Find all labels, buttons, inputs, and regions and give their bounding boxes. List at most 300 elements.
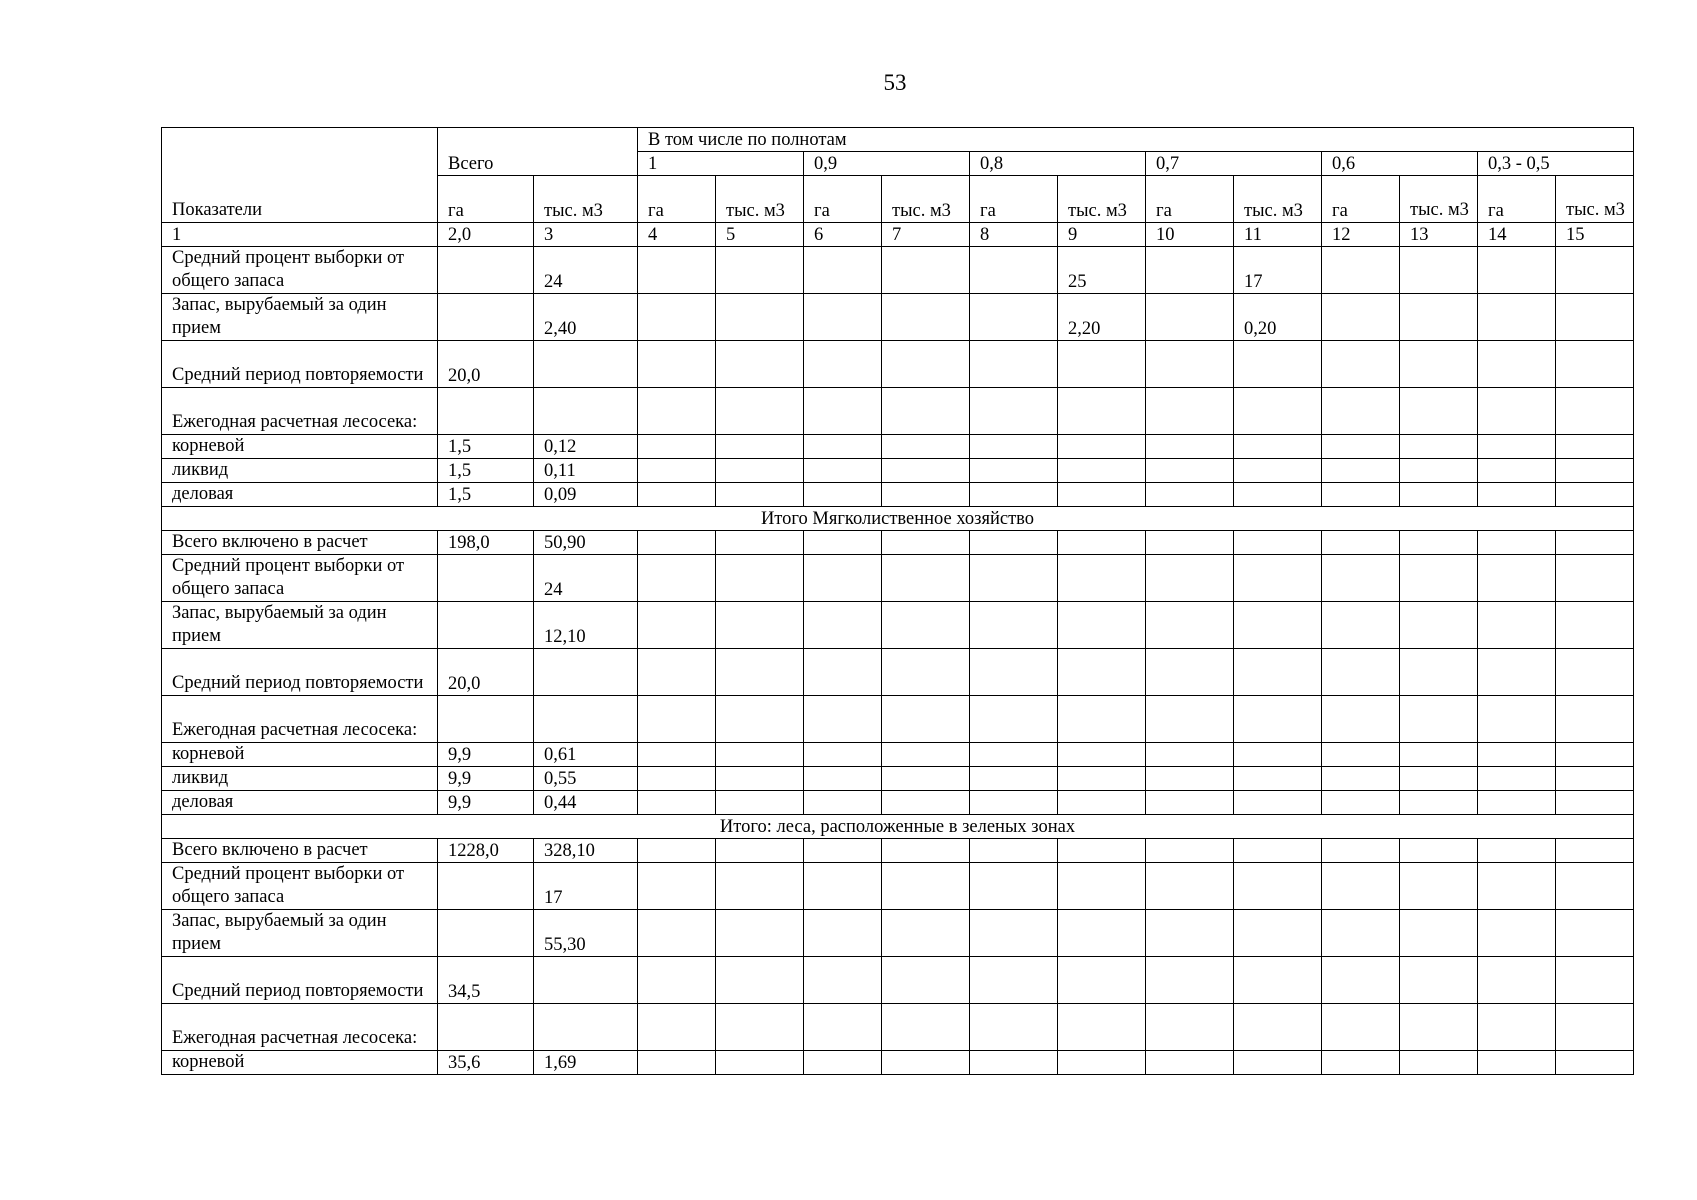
value-cell xyxy=(1146,791,1234,815)
value-cell xyxy=(716,839,804,863)
unit-m3-header: тыс. м3 xyxy=(716,176,804,223)
value-cell xyxy=(638,791,716,815)
value-cell xyxy=(1400,696,1478,743)
unit-m3-header: тыс. м3 xyxy=(1556,176,1634,223)
value-cell xyxy=(716,459,804,483)
value-cell xyxy=(638,555,716,602)
column-number-cell: 10 xyxy=(1146,223,1234,247)
value-cell xyxy=(970,767,1058,791)
value-cell xyxy=(638,1051,716,1075)
table-row xyxy=(162,602,1634,649)
value-cell: 2,40 xyxy=(534,294,638,341)
value-cell xyxy=(1556,341,1634,388)
value-cell xyxy=(534,1004,638,1051)
value-cell xyxy=(1556,531,1634,555)
value-cell xyxy=(882,388,970,435)
value-cell xyxy=(438,602,534,649)
value-cell: 1,69 xyxy=(534,1051,638,1075)
value-cell xyxy=(716,957,804,1004)
value-cell xyxy=(1234,910,1322,957)
value-cell xyxy=(970,247,1058,294)
value-cell xyxy=(804,388,882,435)
column-number-cell: 14 xyxy=(1478,223,1556,247)
value-cell xyxy=(1556,602,1634,649)
column-number-cell: 12 xyxy=(1322,223,1400,247)
value-cell xyxy=(1234,435,1322,459)
indicator-label: Всего включено в расчет xyxy=(162,839,438,863)
value-cell xyxy=(882,910,970,957)
value-cell xyxy=(1234,743,1322,767)
column-number-cell: 1 xyxy=(162,223,438,247)
value-cell xyxy=(882,791,970,815)
value-cell: 198,0 xyxy=(438,531,534,555)
value-cell xyxy=(638,910,716,957)
value-cell xyxy=(1322,767,1400,791)
column-number-cell: 2,0 xyxy=(438,223,534,247)
value-cell xyxy=(804,435,882,459)
value-cell xyxy=(638,435,716,459)
value-cell xyxy=(1400,602,1478,649)
value-cell xyxy=(970,743,1058,767)
value-cell xyxy=(970,483,1058,507)
value-cell xyxy=(1146,910,1234,957)
value-cell xyxy=(1400,1004,1478,1051)
value-cell xyxy=(804,294,882,341)
value-cell xyxy=(716,649,804,696)
value-cell xyxy=(638,602,716,649)
value-cell xyxy=(970,341,1058,388)
value-cell xyxy=(1478,341,1556,388)
value-cell xyxy=(1322,555,1400,602)
indicator-label: Средний процент выборки от общего запаса xyxy=(162,247,438,294)
value-cell xyxy=(1234,555,1322,602)
value-cell xyxy=(1556,649,1634,696)
value-cell xyxy=(1556,1004,1634,1051)
value-cell xyxy=(1478,743,1556,767)
value-cell xyxy=(1478,767,1556,791)
value-cell xyxy=(1234,839,1322,863)
value-cell xyxy=(638,696,716,743)
value-cell xyxy=(716,388,804,435)
value-cell xyxy=(638,767,716,791)
indicator-label: корневой xyxy=(162,743,438,767)
value-cell xyxy=(1322,863,1400,910)
value-cell: 9,9 xyxy=(438,743,534,767)
value-cell xyxy=(1556,743,1634,767)
column-number-cell: 4 xyxy=(638,223,716,247)
value-cell xyxy=(1146,459,1234,483)
value-cell xyxy=(1400,341,1478,388)
value-cell xyxy=(1478,957,1556,1004)
value-cell xyxy=(638,247,716,294)
value-cell xyxy=(1234,483,1322,507)
value-cell xyxy=(1234,602,1322,649)
indicator-label: корневой xyxy=(162,435,438,459)
value-cell: 0,55 xyxy=(534,767,638,791)
section-title: Итого: леса, расположенные в зеленых зонах xyxy=(162,815,1634,839)
table-row xyxy=(162,1004,1634,1051)
value-cell xyxy=(1234,341,1322,388)
column-number-cell: 8 xyxy=(970,223,1058,247)
value-cell xyxy=(638,341,716,388)
value-cell xyxy=(638,1004,716,1051)
value-cell xyxy=(638,531,716,555)
indicator-label: Ежегодная расчетная лесосека: xyxy=(162,1004,438,1051)
value-cell xyxy=(1556,957,1634,1004)
value-cell xyxy=(1556,863,1634,910)
table-row xyxy=(162,791,1634,815)
value-cell xyxy=(1478,839,1556,863)
indicator-label: ликвид xyxy=(162,459,438,483)
value-cell xyxy=(438,294,534,341)
value-cell xyxy=(882,294,970,341)
value-cell: 55,30 xyxy=(534,910,638,957)
value-cell xyxy=(716,483,804,507)
indicator-label: деловая xyxy=(162,483,438,507)
value-cell xyxy=(1146,483,1234,507)
value-cell xyxy=(804,957,882,1004)
value-cell xyxy=(804,767,882,791)
value-cell xyxy=(716,1051,804,1075)
value-cell xyxy=(1234,767,1322,791)
value-cell xyxy=(1478,531,1556,555)
value-cell xyxy=(1146,388,1234,435)
value-cell: 0,20 xyxy=(1234,294,1322,341)
value-cell: 17 xyxy=(1234,247,1322,294)
value-cell xyxy=(438,863,534,910)
value-cell xyxy=(1322,483,1400,507)
table-row xyxy=(162,341,1634,388)
value-cell xyxy=(804,1051,882,1075)
column-number-cell: 11 xyxy=(1234,223,1322,247)
value-cell xyxy=(804,743,882,767)
value-cell xyxy=(1058,341,1146,388)
value-cell: 35,6 xyxy=(438,1051,534,1075)
value-cell xyxy=(1322,341,1400,388)
value-cell xyxy=(1556,483,1634,507)
value-cell xyxy=(1234,1004,1322,1051)
value-cell xyxy=(1478,459,1556,483)
value-cell: 1,5 xyxy=(438,483,534,507)
column-number-cell: 5 xyxy=(716,223,804,247)
value-cell xyxy=(1478,696,1556,743)
value-cell xyxy=(1400,767,1478,791)
value-cell xyxy=(882,839,970,863)
value-cell xyxy=(1146,341,1234,388)
value-cell xyxy=(970,294,1058,341)
value-cell xyxy=(1556,767,1634,791)
value-cell xyxy=(1400,910,1478,957)
value-cell xyxy=(638,294,716,341)
value-cell xyxy=(716,555,804,602)
value-cell xyxy=(716,696,804,743)
value-cell: 0,09 xyxy=(534,483,638,507)
value-cell xyxy=(804,910,882,957)
value-cell xyxy=(882,341,970,388)
value-cell xyxy=(970,531,1058,555)
value-cell xyxy=(1556,910,1634,957)
value-cell xyxy=(882,435,970,459)
indicator-label: корневой xyxy=(162,1051,438,1075)
value-cell xyxy=(716,743,804,767)
indicator-label: Средний период повторяемости xyxy=(162,957,438,1004)
value-cell xyxy=(1146,435,1234,459)
value-cell xyxy=(1146,863,1234,910)
table-row xyxy=(162,435,1634,459)
value-cell xyxy=(1478,294,1556,341)
value-cell xyxy=(1058,602,1146,649)
value-cell: 24 xyxy=(534,247,638,294)
value-cell xyxy=(1058,839,1146,863)
value-cell xyxy=(1400,957,1478,1004)
value-cell xyxy=(804,459,882,483)
value-cell xyxy=(1478,555,1556,602)
value-cell xyxy=(1234,531,1322,555)
value-cell xyxy=(1556,791,1634,815)
value-cell: 328,10 xyxy=(534,839,638,863)
value-cell xyxy=(1400,555,1478,602)
indicator-label: Запас, вырубаемый за один прием xyxy=(162,294,438,341)
value-cell xyxy=(1556,459,1634,483)
table-row xyxy=(162,483,1634,507)
value-cell xyxy=(638,388,716,435)
value-cell xyxy=(882,957,970,1004)
value-cell xyxy=(804,555,882,602)
indicators-header: Показатели xyxy=(162,128,438,223)
value-cell xyxy=(1322,459,1400,483)
value-cell xyxy=(534,649,638,696)
value-cell xyxy=(970,459,1058,483)
value-cell xyxy=(1146,531,1234,555)
value-cell xyxy=(1556,435,1634,459)
value-cell xyxy=(534,696,638,743)
value-cell xyxy=(534,388,638,435)
value-cell xyxy=(1322,531,1400,555)
value-cell: 12,10 xyxy=(534,602,638,649)
value-cell xyxy=(1556,696,1634,743)
value-cell xyxy=(1234,649,1322,696)
unit-ha-header: га xyxy=(804,176,882,223)
value-cell xyxy=(1556,388,1634,435)
value-cell: 20,0 xyxy=(438,341,534,388)
value-cell xyxy=(534,957,638,1004)
value-cell xyxy=(1322,435,1400,459)
value-cell xyxy=(1400,483,1478,507)
value-cell xyxy=(804,602,882,649)
value-cell xyxy=(1146,743,1234,767)
value-cell xyxy=(970,555,1058,602)
value-cell xyxy=(1234,863,1322,910)
value-cell xyxy=(716,863,804,910)
table-row xyxy=(162,767,1634,791)
unit-ha-header: га xyxy=(970,176,1058,223)
value-cell xyxy=(1146,555,1234,602)
unit-m3-header: тыс. м3 xyxy=(1234,176,1322,223)
table-row xyxy=(162,531,1634,555)
value-cell: 25 xyxy=(1058,247,1146,294)
value-cell xyxy=(534,341,638,388)
value-cell xyxy=(1478,910,1556,957)
value-cell xyxy=(1478,602,1556,649)
value-cell xyxy=(1400,294,1478,341)
table-row xyxy=(162,388,1634,435)
value-cell xyxy=(1058,531,1146,555)
table-body xyxy=(162,247,1634,1075)
value-cell xyxy=(1234,388,1322,435)
table-row xyxy=(162,1051,1634,1075)
value-cell xyxy=(1556,555,1634,602)
value-cell xyxy=(1058,743,1146,767)
value-cell: 1,5 xyxy=(438,459,534,483)
unit-m3-header: тыс. м3 xyxy=(534,176,638,223)
value-cell xyxy=(1556,839,1634,863)
density-header: 0,3 - 0,5 xyxy=(1478,152,1634,176)
indicator-label: Всего включено в расчет xyxy=(162,531,438,555)
value-cell xyxy=(438,388,534,435)
value-cell xyxy=(804,839,882,863)
value-cell xyxy=(1322,649,1400,696)
unit-m3-header: тыс. м3 xyxy=(882,176,970,223)
value-cell xyxy=(716,531,804,555)
value-cell xyxy=(970,602,1058,649)
value-cell: 0,44 xyxy=(534,791,638,815)
value-cell xyxy=(1400,459,1478,483)
table-row xyxy=(162,649,1634,696)
value-cell xyxy=(1556,294,1634,341)
table-row xyxy=(162,863,1634,910)
value-cell xyxy=(438,555,534,602)
value-cell xyxy=(1322,388,1400,435)
unit-ha-header: га xyxy=(1322,176,1400,223)
unit-ha-header: га xyxy=(438,176,534,223)
table-row xyxy=(162,247,1634,294)
page-number: 53 xyxy=(883,70,907,95)
value-cell xyxy=(1146,294,1234,341)
column-number-cell: 3 xyxy=(534,223,638,247)
section-title: Итого Мягколиственное хозяйство xyxy=(162,507,1634,531)
indicator-label: Средний процент выборки от общего запаса xyxy=(162,863,438,910)
value-cell xyxy=(1146,839,1234,863)
column-number-cell: 7 xyxy=(882,223,970,247)
value-cell xyxy=(1478,435,1556,459)
value-cell xyxy=(438,696,534,743)
value-cell xyxy=(438,247,534,294)
value-cell: 9,9 xyxy=(438,791,534,815)
section-row xyxy=(162,815,1634,839)
value-cell xyxy=(1058,910,1146,957)
value-cell xyxy=(1322,791,1400,815)
value-cell xyxy=(1234,459,1322,483)
value-cell xyxy=(970,791,1058,815)
value-cell: 2,20 xyxy=(1058,294,1146,341)
indicator-label: Средний процент выборки от общего запаса xyxy=(162,555,438,602)
value-cell xyxy=(970,910,1058,957)
value-cell: 0,11 xyxy=(534,459,638,483)
value-cell: 1,5 xyxy=(438,435,534,459)
value-cell xyxy=(716,294,804,341)
table-row xyxy=(162,957,1634,1004)
table-row xyxy=(162,839,1634,863)
value-cell xyxy=(1146,1051,1234,1075)
value-cell xyxy=(1400,531,1478,555)
unit-ha-header: га xyxy=(1146,176,1234,223)
indicator-label: Запас, вырубаемый за один прием xyxy=(162,910,438,957)
value-cell xyxy=(716,435,804,459)
value-cell xyxy=(804,791,882,815)
indicator-label: Запас, вырубаемый за один прием xyxy=(162,602,438,649)
table-row xyxy=(162,294,1634,341)
value-cell xyxy=(1400,435,1478,459)
value-cell xyxy=(1322,294,1400,341)
value-cell xyxy=(1234,1051,1322,1075)
column-number-row xyxy=(162,223,1634,247)
value-cell xyxy=(1058,1004,1146,1051)
value-cell xyxy=(1322,1004,1400,1051)
value-cell xyxy=(1322,743,1400,767)
table-row xyxy=(162,910,1634,957)
value-cell xyxy=(1478,649,1556,696)
value-cell: 0,61 xyxy=(534,743,638,767)
table-row xyxy=(162,696,1634,743)
value-cell xyxy=(970,388,1058,435)
value-cell xyxy=(882,247,970,294)
value-cell xyxy=(1478,1004,1556,1051)
value-cell xyxy=(716,602,804,649)
unit-m3-header: тыс. м3 xyxy=(1400,176,1478,223)
column-number-cell: 13 xyxy=(1400,223,1478,247)
value-cell xyxy=(638,459,716,483)
value-cell xyxy=(804,649,882,696)
total-header: Всего xyxy=(438,128,638,176)
table-row xyxy=(162,555,1634,602)
value-cell xyxy=(970,696,1058,743)
indicator-label: Ежегодная расчетная лесосека: xyxy=(162,696,438,743)
value-cell xyxy=(882,1051,970,1075)
value-cell xyxy=(1234,696,1322,743)
value-cell xyxy=(1322,957,1400,1004)
value-cell xyxy=(804,483,882,507)
value-cell xyxy=(1058,863,1146,910)
value-cell xyxy=(1146,957,1234,1004)
value-cell xyxy=(1146,649,1234,696)
value-cell xyxy=(1322,910,1400,957)
value-cell xyxy=(1058,767,1146,791)
value-cell xyxy=(716,767,804,791)
value-cell xyxy=(882,459,970,483)
density-header: 0,7 xyxy=(1146,152,1322,176)
value-cell xyxy=(1400,791,1478,815)
value-cell xyxy=(1058,649,1146,696)
value-cell xyxy=(1058,483,1146,507)
value-cell xyxy=(882,743,970,767)
value-cell xyxy=(1322,696,1400,743)
value-cell xyxy=(882,863,970,910)
value-cell xyxy=(970,649,1058,696)
value-cell xyxy=(804,247,882,294)
value-cell: 50,90 xyxy=(534,531,638,555)
indicator-label: Ежегодная расчетная лесосека: xyxy=(162,388,438,435)
value-cell xyxy=(1058,459,1146,483)
value-cell xyxy=(1234,957,1322,1004)
value-cell xyxy=(1146,247,1234,294)
value-cell xyxy=(882,1004,970,1051)
value-cell xyxy=(1322,247,1400,294)
column-number-cell: 15 xyxy=(1556,223,1634,247)
indicator-label: ликвид xyxy=(162,767,438,791)
value-cell xyxy=(1234,791,1322,815)
value-cell xyxy=(716,910,804,957)
value-cell xyxy=(1146,602,1234,649)
